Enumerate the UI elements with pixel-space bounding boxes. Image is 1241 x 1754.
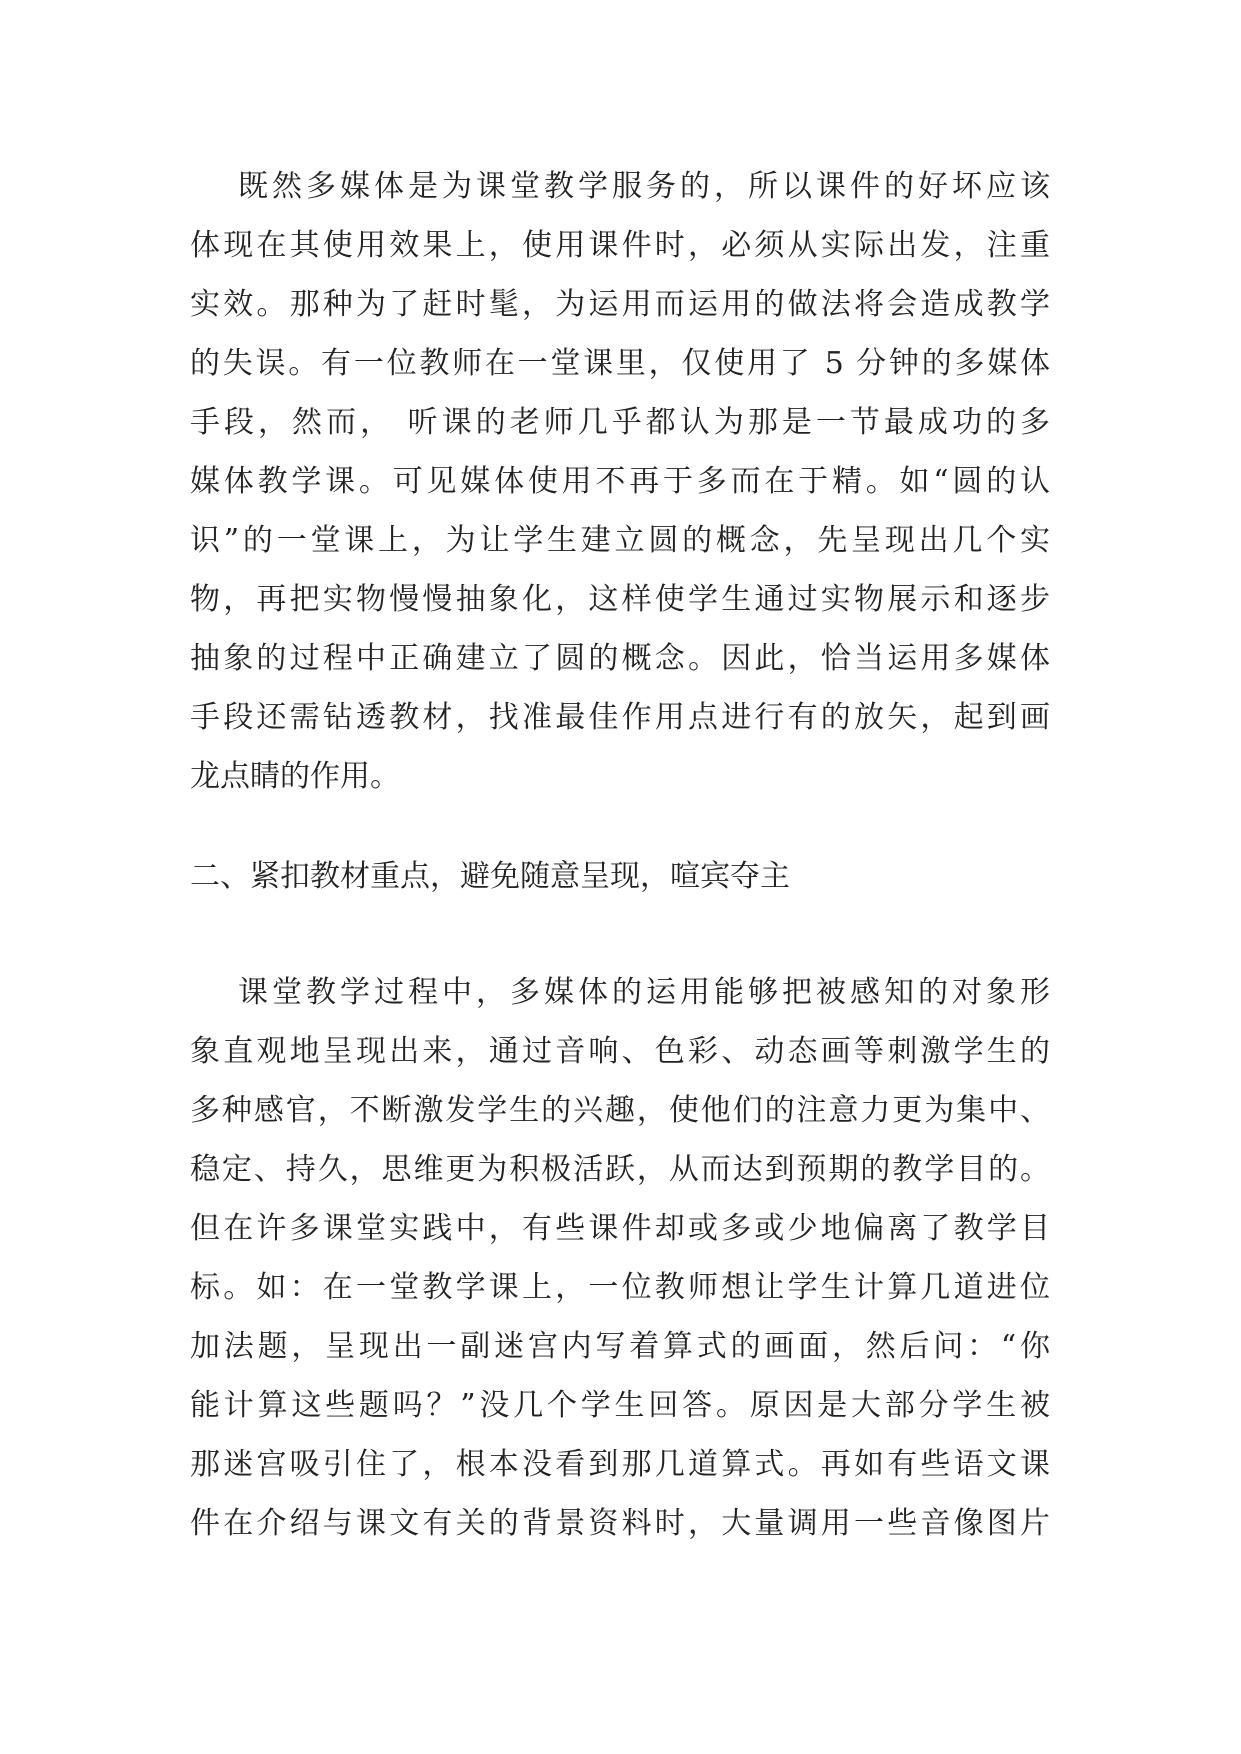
- paragraph-1-line: 抽象的过程中正确建立了圆的概念。因此，恰当运用多媒体: [190, 641, 1050, 676]
- paragraph-2-line: 那迷宫吸引住了，根本没看到那几道算式。再如有些语文课: [190, 1447, 1050, 1482]
- paragraph-2-line: 标。如：在一堂教学课上，一位教师想让学生计算几道进位: [190, 1270, 1050, 1305]
- paragraph-1: [190, 157, 1050, 806]
- paragraph-1-line: 的失误。有一位教师在一堂课里，仅使用了 5 分钟的多媒体: [190, 346, 1050, 381]
- section-heading: [190, 847, 1050, 906]
- paragraph-2-line: 但在许多课堂实践中，有些课件却或多或少地偏离了教学目: [190, 1211, 1050, 1246]
- paragraph-2-line: 多种感官，不断激发学生的兴趣，使他们的注意力更为集中、: [190, 1093, 1050, 1128]
- paragraph-2-line: 能计算这些题吗？”没几个学生回答。原因是大部分学生被: [190, 1388, 1050, 1423]
- paragraph-2: [190, 963, 1050, 1553]
- paragraph-1-line: 媒体教学课。可见媒体使用不再于多而在于精。如“圆的认: [190, 464, 1050, 499]
- paragraph-2-line: 课堂教学过程中，多媒体的运用能够把被感知的对象形: [238, 975, 1050, 1010]
- paragraph-1-line: 实效。那种为了赶时髦，为运用而运用的做法将会造成教学: [190, 287, 1050, 322]
- paragraph-1-line: 手段还需钻透教材，找准最佳作用点进行有的放矢，起到画: [190, 700, 1050, 735]
- paragraph-1-line: 龙点睛的作用。: [190, 759, 400, 794]
- paragraph-2-line: 象直观地呈现出来，通过音响、色彩、动态画等刺激学生的: [190, 1034, 1050, 1069]
- paragraph-2-line: 加法题，呈现出一副迷宫内写着算式的画面，然后问：“你: [190, 1329, 1050, 1364]
- section-heading-text: 二、紧扣教材重点，避免随意呈现，喧宾夺主: [190, 859, 790, 894]
- paragraph-2-line: 稳定、持久，思维更为积极活跃，从而达到预期的教学目的。: [190, 1152, 1050, 1187]
- paragraph-2-line: 件在介绍与课文有关的背景资料时，大量调用一些音像图片: [190, 1506, 1050, 1541]
- paragraph-1-line: 识”的一堂课上，为让学生建立圆的概念，先呈现出几个实: [190, 523, 1050, 558]
- paragraph-1-line: 既然多媒体是为课堂教学服务的，所以课件的好坏应该: [238, 169, 1050, 204]
- paragraph-1-line: 手段，然而， 听课的老师几乎都认为那是一节最成功的多: [190, 405, 1050, 440]
- paragraph-1-line: 物，再把实物慢慢抽象化，这样使学生通过实物展示和逐步: [190, 582, 1050, 617]
- paragraph-1-line: 体现在其使用效果上，使用课件时，必须从实际出发，注重: [190, 228, 1050, 263]
